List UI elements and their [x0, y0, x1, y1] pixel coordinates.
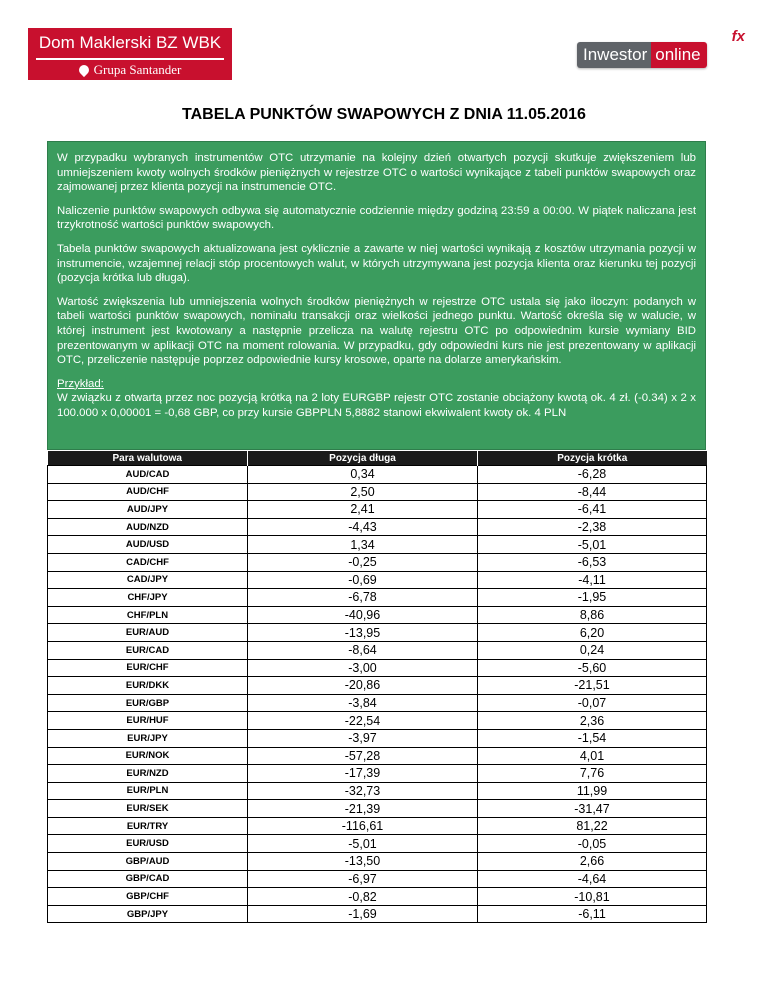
currency-pair-cell: EUR/TRY [48, 817, 248, 835]
short-position-cell: 0,24 [478, 641, 707, 659]
short-position-cell: -4,11 [478, 571, 707, 589]
currency-pair-cell: AUD/CAD [48, 466, 248, 484]
table-row [48, 835, 707, 853]
long-position-cell: -32,73 [248, 782, 478, 800]
long-position-cell: -0,25 [248, 553, 478, 571]
table-row [48, 870, 707, 888]
info-paragraph-1: W przypadku wybranych instrumentów OTC utrzymanie na kolejny dzień otwartych pozycji skutkuje zwiększeniem lub umniejszeniem kwoty wolnych środków pieniężnych w rejestrze OTC o wartości wynikające z tabeli punktów swapowych oraz zajmowanej przez klienta pozycji na instrumencie OTC. [57, 152, 696, 194]
long-position-cell: -8,64 [248, 641, 478, 659]
short-position-cell: -4,64 [478, 870, 707, 888]
short-position-cell: -6,11 [478, 905, 707, 923]
short-position-cell: 11,99 [478, 782, 707, 800]
short-position-cell: -6,28 [478, 466, 707, 484]
long-position-cell: -5,01 [248, 835, 478, 853]
long-position-cell: -4,43 [248, 518, 478, 536]
table-row [48, 641, 707, 659]
short-position-cell: -5,60 [478, 659, 707, 677]
short-position-cell: -10,81 [478, 888, 707, 906]
table-body [48, 466, 707, 923]
table-row [48, 624, 707, 642]
currency-pair-cell: GBP/CHF [48, 888, 248, 906]
currency-pair-cell: CHF/JPY [48, 589, 248, 607]
bz-wbk-logo [28, 28, 232, 80]
table-row [48, 501, 707, 519]
currency-pair-cell: CAD/JPY [48, 571, 248, 589]
currency-pair-cell: EUR/CHF [48, 659, 248, 677]
table-row [48, 536, 707, 554]
fx-mark: fx [731, 28, 745, 45]
currency-pair-cell: EUR/PLN [48, 782, 248, 800]
long-position-cell: -3,00 [248, 659, 478, 677]
info-paragraph-2: Naliczenie punktów swapowych odbywa się automatycznie codziennie między godziną 23:59 a 00:00. W piątek naliczana jest trzykrotność wartości punktów swapowych. [57, 204, 696, 232]
short-position-cell: 2,66 [478, 853, 707, 871]
info-paragraph-4: Wartość zwiększenia lub umniejszenia wolnych środków pieniężnych w rejestrze OTC ustala się jako iloczyn: podanych w tabeli wartości punktów swapowych, nominału transakcji oraz wielkości jednego punktu. Wartość określa się w walucie, w której instrument jest kwotowany a następnie przelicza na walutę rejestru OTC po odpowiednim kursie wymiany BID prezentowanym w aplikacji OTC na moment rolowania. W przypadku, gdy odpowiedni kurs nie jest prezentowany w aplikacji OTC, przeliczenie następuje poprzez odpowiednie kursy krosowe, oparte na dolarze amerykańskim. [57, 295, 696, 367]
currency-pair-cell: GBP/CAD [48, 870, 248, 888]
short-position-cell: -31,47 [478, 800, 707, 818]
currency-pair-cell: EUR/NZD [48, 765, 248, 783]
long-position-cell: -1,69 [248, 905, 478, 923]
bz-logo-subtitle-text: Grupa Santander [93, 62, 182, 77]
long-position-cell: -13,50 [248, 853, 478, 871]
santander-flame-icon [77, 63, 91, 77]
currency-pair-cell: EUR/AUD [48, 624, 248, 642]
long-position-cell: 2,41 [248, 501, 478, 519]
table-row [48, 853, 707, 871]
table-row [48, 800, 707, 818]
long-position-cell: -21,39 [248, 800, 478, 818]
long-position-cell: -57,28 [248, 747, 478, 765]
currency-pair-cell: GBP/JPY [48, 905, 248, 923]
long-position-cell: -3,97 [248, 729, 478, 747]
table-row [48, 606, 707, 624]
table-header-row [48, 451, 707, 466]
table-row [48, 905, 707, 923]
table-row [48, 817, 707, 835]
bz-logo-subtitle [28, 60, 232, 80]
online-word: online [651, 42, 706, 68]
header-long-position: Pozycja długa [248, 451, 478, 466]
info-paragraph-3: Tabela punktów swapowych aktualizowana jest cyklicznie a zawarte w niej wartości wynikają z kosztów utrzymania pozycji w instrumencie, wzajemnej relacji stóp procentowych walut, w których utrzymywana jest pozycja klienta oraz kierunku tej pozycji (pozycja krótka lub długa). [57, 242, 696, 285]
example-text: W związku z otwartą przez noc pozycją krótką na 2 loty EURGBP rejestr OTC zostanie obciążony kwotą ok. 4 zł. (-0.34) x 2 x 100.000 x 0,00001 = -0,68 GBP, co przy kursie GBPPLN 5,8882 stanowi ekwiwalent kwoty ok. 4 PLN [57, 392, 696, 419]
currency-pair-cell: EUR/SEK [48, 800, 248, 818]
short-position-cell: 7,76 [478, 765, 707, 783]
table-row [48, 888, 707, 906]
currency-pair-cell: EUR/USD [48, 835, 248, 853]
currency-pair-cell: EUR/NOK [48, 747, 248, 765]
example-block [57, 377, 696, 421]
long-position-cell: 0,34 [248, 466, 478, 484]
short-position-cell: -8,44 [478, 483, 707, 501]
long-position-cell: 1,34 [248, 536, 478, 554]
currency-pair-cell: GBP/AUD [48, 853, 248, 871]
long-position-cell: -0,82 [248, 888, 478, 906]
short-position-cell: 6,20 [478, 624, 707, 642]
long-position-cell: -20,86 [248, 677, 478, 695]
short-position-cell: -0,05 [478, 835, 707, 853]
currency-pair-cell: EUR/HUF [48, 712, 248, 730]
currency-pair-cell: AUD/CHF [48, 483, 248, 501]
long-position-cell: -40,96 [248, 606, 478, 624]
long-position-cell: -116,61 [248, 817, 478, 835]
table-row [48, 729, 707, 747]
table-row [48, 483, 707, 501]
inwestor-word: Inwestor [577, 42, 651, 68]
short-position-cell: -5,01 [478, 536, 707, 554]
long-position-cell: -0,69 [248, 571, 478, 589]
table-row [48, 571, 707, 589]
table-row [48, 747, 707, 765]
table-row [48, 659, 707, 677]
inwestor-online-badge [577, 42, 707, 68]
long-position-cell: 2,50 [248, 483, 478, 501]
swap-points-table [47, 451, 707, 923]
bz-logo-title: Dom Maklerski BZ WBK [38, 33, 222, 52]
short-position-cell: -1,54 [478, 729, 707, 747]
page-title: TABELA PUNKTÓW SWAPOWYCH Z DNIA 11.05.2016 [182, 106, 586, 123]
table-row [48, 712, 707, 730]
short-position-cell: -6,53 [478, 553, 707, 571]
long-position-cell: -6,78 [248, 589, 478, 607]
table-row [48, 589, 707, 607]
long-position-cell: -22,54 [248, 712, 478, 730]
header-currency-pair: Para walutowa [48, 451, 248, 466]
currency-pair-cell: EUR/DKK [48, 677, 248, 695]
currency-pair-cell: AUD/JPY [48, 501, 248, 519]
short-position-cell: -1,95 [478, 589, 707, 607]
currency-pair-cell: AUD/USD [48, 536, 248, 554]
long-position-cell: -3,84 [248, 694, 478, 712]
inwestor-online-logo [577, 28, 745, 70]
short-position-cell: -2,38 [478, 518, 707, 536]
short-position-cell: 4,01 [478, 747, 707, 765]
long-position-cell: -17,39 [248, 765, 478, 783]
table-row [48, 782, 707, 800]
short-position-cell: -0,07 [478, 694, 707, 712]
short-position-cell: 2,36 [478, 712, 707, 730]
example-heading: Przykład: [57, 377, 104, 390]
table-row [48, 553, 707, 571]
table-row [48, 677, 707, 695]
table-row [48, 694, 707, 712]
table-row [48, 518, 707, 536]
short-position-cell: 8,86 [478, 606, 707, 624]
currency-pair-cell: EUR/GBP [48, 694, 248, 712]
long-position-cell: -13,95 [248, 624, 478, 642]
header-short-position: Pozycja krótka [478, 451, 707, 466]
currency-pair-cell: CHF/PLN [48, 606, 248, 624]
short-position-cell: 81,22 [478, 817, 707, 835]
long-position-cell: -6,97 [248, 870, 478, 888]
currency-pair-cell: EUR/JPY [48, 729, 248, 747]
short-position-cell: -6,41 [478, 501, 707, 519]
currency-pair-cell: AUD/NZD [48, 518, 248, 536]
short-position-cell: -21,51 [478, 677, 707, 695]
table-row [48, 466, 707, 484]
info-box [47, 141, 706, 450]
table-row [48, 765, 707, 783]
currency-pair-cell: EUR/CAD [48, 641, 248, 659]
currency-pair-cell: CAD/CHF [48, 553, 248, 571]
